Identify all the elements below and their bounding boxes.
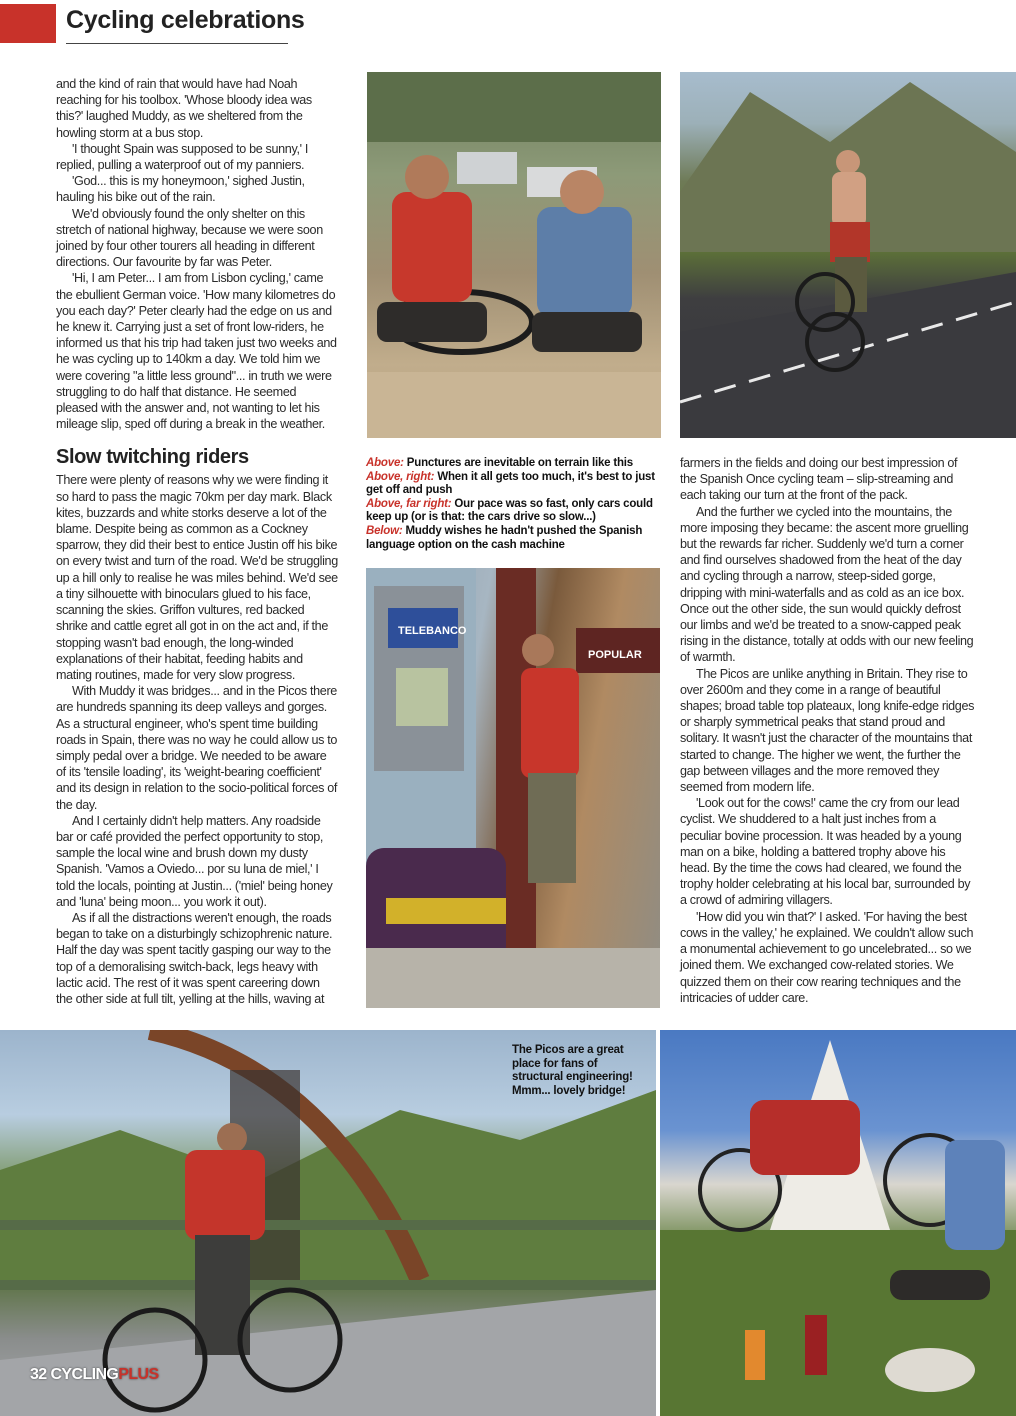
shop-sign-text: POPULAR [588,649,642,661]
photo-picnic-illustration [660,1030,1016,1416]
section-color-tab [0,4,56,43]
section-title: Cycling celebrations [66,6,305,34]
paragraph: And the further we cycled into the mountains, the more imposing they became: the ascent more gruelling but the rewards far richer. Suddenly we'd turn a corner and find ourselves shadowed from the heat of the day and cycling through a narrow, steep-sided gorge, dripping with mini-waterfalls and as cold as an ice box. Once out the other side, the sun would quickly defrost our limbs and we'd be treated to a snow-capped peak rising in the distance, totally at odds with our new feeling of warmth. [680,504,974,665]
caption [366,525,666,552]
paragraph: We'd obviously found the only shelter on this stretch of national highway, because we were soon joined by four other tourers all heading in different directions. Our favourite by far was Peter. [56,206,323,270]
photo-puncture-illustration [367,72,661,438]
caption [366,471,666,498]
title-underline [66,43,288,44]
photo-atm-illustration [366,568,660,1008]
caption-label: Above, far right: [366,497,452,510]
caption-text: When it all gets too much, it's best to just get off and push [366,470,655,497]
paragraph: The Picos are unlike anything in Britain. They rise to over 2600m and they come in a range of beautiful shapes; broad table top plateaux, long knife-edge ridges or sharply symmetrical peaks that stand proud and solitary. It wasn't just the character of the mountains that started to change. The higher we went, the further the gap between villages and the more removed they seemed from modern life. [680,666,975,795]
paragraph: 'Look out for the cows!' came the cry from our lead cyclist. We shuddered to a halt just inches from a peculiar bovine procession. It was headed by a young man on a bike, holding a battered trophy above his head. By the time the cows had cleared, we found the trophy holder celebrating at his local bar, surrounded by a crowd of admiring villagers. [680,796,971,908]
caption [366,498,666,525]
caption-text: Muddy wishes he hadn't pushed the Spanish language option on the cash machine [366,524,643,551]
photo-road-illustration [680,72,1016,438]
photo-cash-machine [366,568,660,1008]
paragraph: 'I thought Spain was supposed to be sunny,' I replied, pulling a waterproof out of my panniers. [56,141,308,173]
paragraph: There were plenty of reasons why we were finding it so hard to pass the magic 70km per day mark. Black kites, buzzards and white storks deserve a lot of the blame. Despite being as common as a Cockney sparrow, they did their best to entice Justin off his bike on every twist and turn of the road. We'd be struggling up a hill only to realise he was miles behind. We'd see a tiny silhouette with binoculars glued to his face, scanning the skies. Griffon vultures, red backed shrike and cattle egret all got in on the act and, if the stopping wasn't bad enough, the long-winded explanations of their habitat, feeding habits and mating routines, made for very slow progress. [56,473,338,682]
caption-label: Below: [366,524,403,537]
paragraph: and the kind of rain that would have had Noah reaching for his toolbox. 'Whose bloody idea was this?' laughed Muddy, as we sheltered from the howling storm at a bus stop. [56,77,312,140]
photo-captions [366,457,666,552]
subheading: Slow twitching riders [56,446,249,469]
paragraph: With Muddy it was bridges... and in the Picos there are hundreds spanning its deep valleys and gorges. As a structural engineer, who's spent time building roads in Spain, there was no way he could allow us to simply pedal over a bridge. We needed to be aware of its 'tensile loading', its 'weight-bearing coefficient' and its design in relation to the socio-political forces of the day. [56,684,338,812]
caption-text: Our pace was so fast, only cars could keep up (or is that: the cars drive so slow...) [366,497,653,524]
paragraph: And I certainly didn't help matters. Any roadside bar or café provided the perfect opportunity to stop, sample the local wine and brush down my dusty Spanish. 'Vamos a Oviedo... por su luna de miel,' I told the locals, pointing at Justin... ('miel' being honey and 'luna' being moon... you work it out). [56,813,333,909]
magazine-brand: CYCLING [50,1366,119,1383]
caption [366,457,666,471]
article-column-left [56,76,338,1007]
paragraph: As if all the distractions weren't enough, the roads began to take on a disturbingly schizophrenic nature. Half the day was spent tacitly gasping our way to the top of a demoralising switch-back, legs heavy with lactic acid. The rest of it was spent careering down the other side at full tilt, yelling at the hills, waving at [56,910,333,1006]
paragraph: 'How did you win that?' I asked. 'For having the best cows in the valley,' he explained. We couldn't allow such a monumental achievement to go uncelebrated... so we joined them. We exchanged cow-related stories. We quizzed them on their cow rearing techniques and the intricacies of udder care. [680,909,974,1005]
caption-label: Above: [366,457,404,469]
caption-text: Punctures are inevitable on terrain like this [406,457,633,469]
page-number: 32 [30,1366,47,1383]
photo-puncture-repair [367,72,661,438]
atm-sign-text: TELEBANCO [398,625,467,637]
magazine-brand-plus: PLUS [118,1366,159,1383]
paragraph: 'God... this is my honeymoon,' sighed Justin, hauling his bike out of the rain. [56,174,305,205]
paragraph: 'Hi, I am Peter... I am from Lisbon cycling,' came the ebullient German voice. 'How many kilometres do you each day?' Peter clearly had the edge on us and he knew it. Carrying just a set of front low-riders, he informed us that his trip had taken just two weeks and he was cycling up to 140km a day. We told him we were covering "a little less ground"... in truth we were struggling to do half that distance. He seemed pleased with the answer and, not wanting to let his mileage slip, sped off during a break in the weather. [56,271,337,432]
bridge-photo-caption: The Picos are a great place for fans of structural engineering! Mmm... lovely bridge! [512,1044,633,1097]
photo-picnic-celebration [660,1030,1016,1416]
article-column-right [680,455,976,1006]
photo-road-pushing-bike [680,72,1016,438]
caption-label: Above, right: [366,470,435,483]
page-folio [30,1366,159,1384]
paragraph: farmers in the fields and doing our best impression of the Spanish Once cycling team – slip-streaming and each taking our turn at the front of the pack. [680,456,958,503]
